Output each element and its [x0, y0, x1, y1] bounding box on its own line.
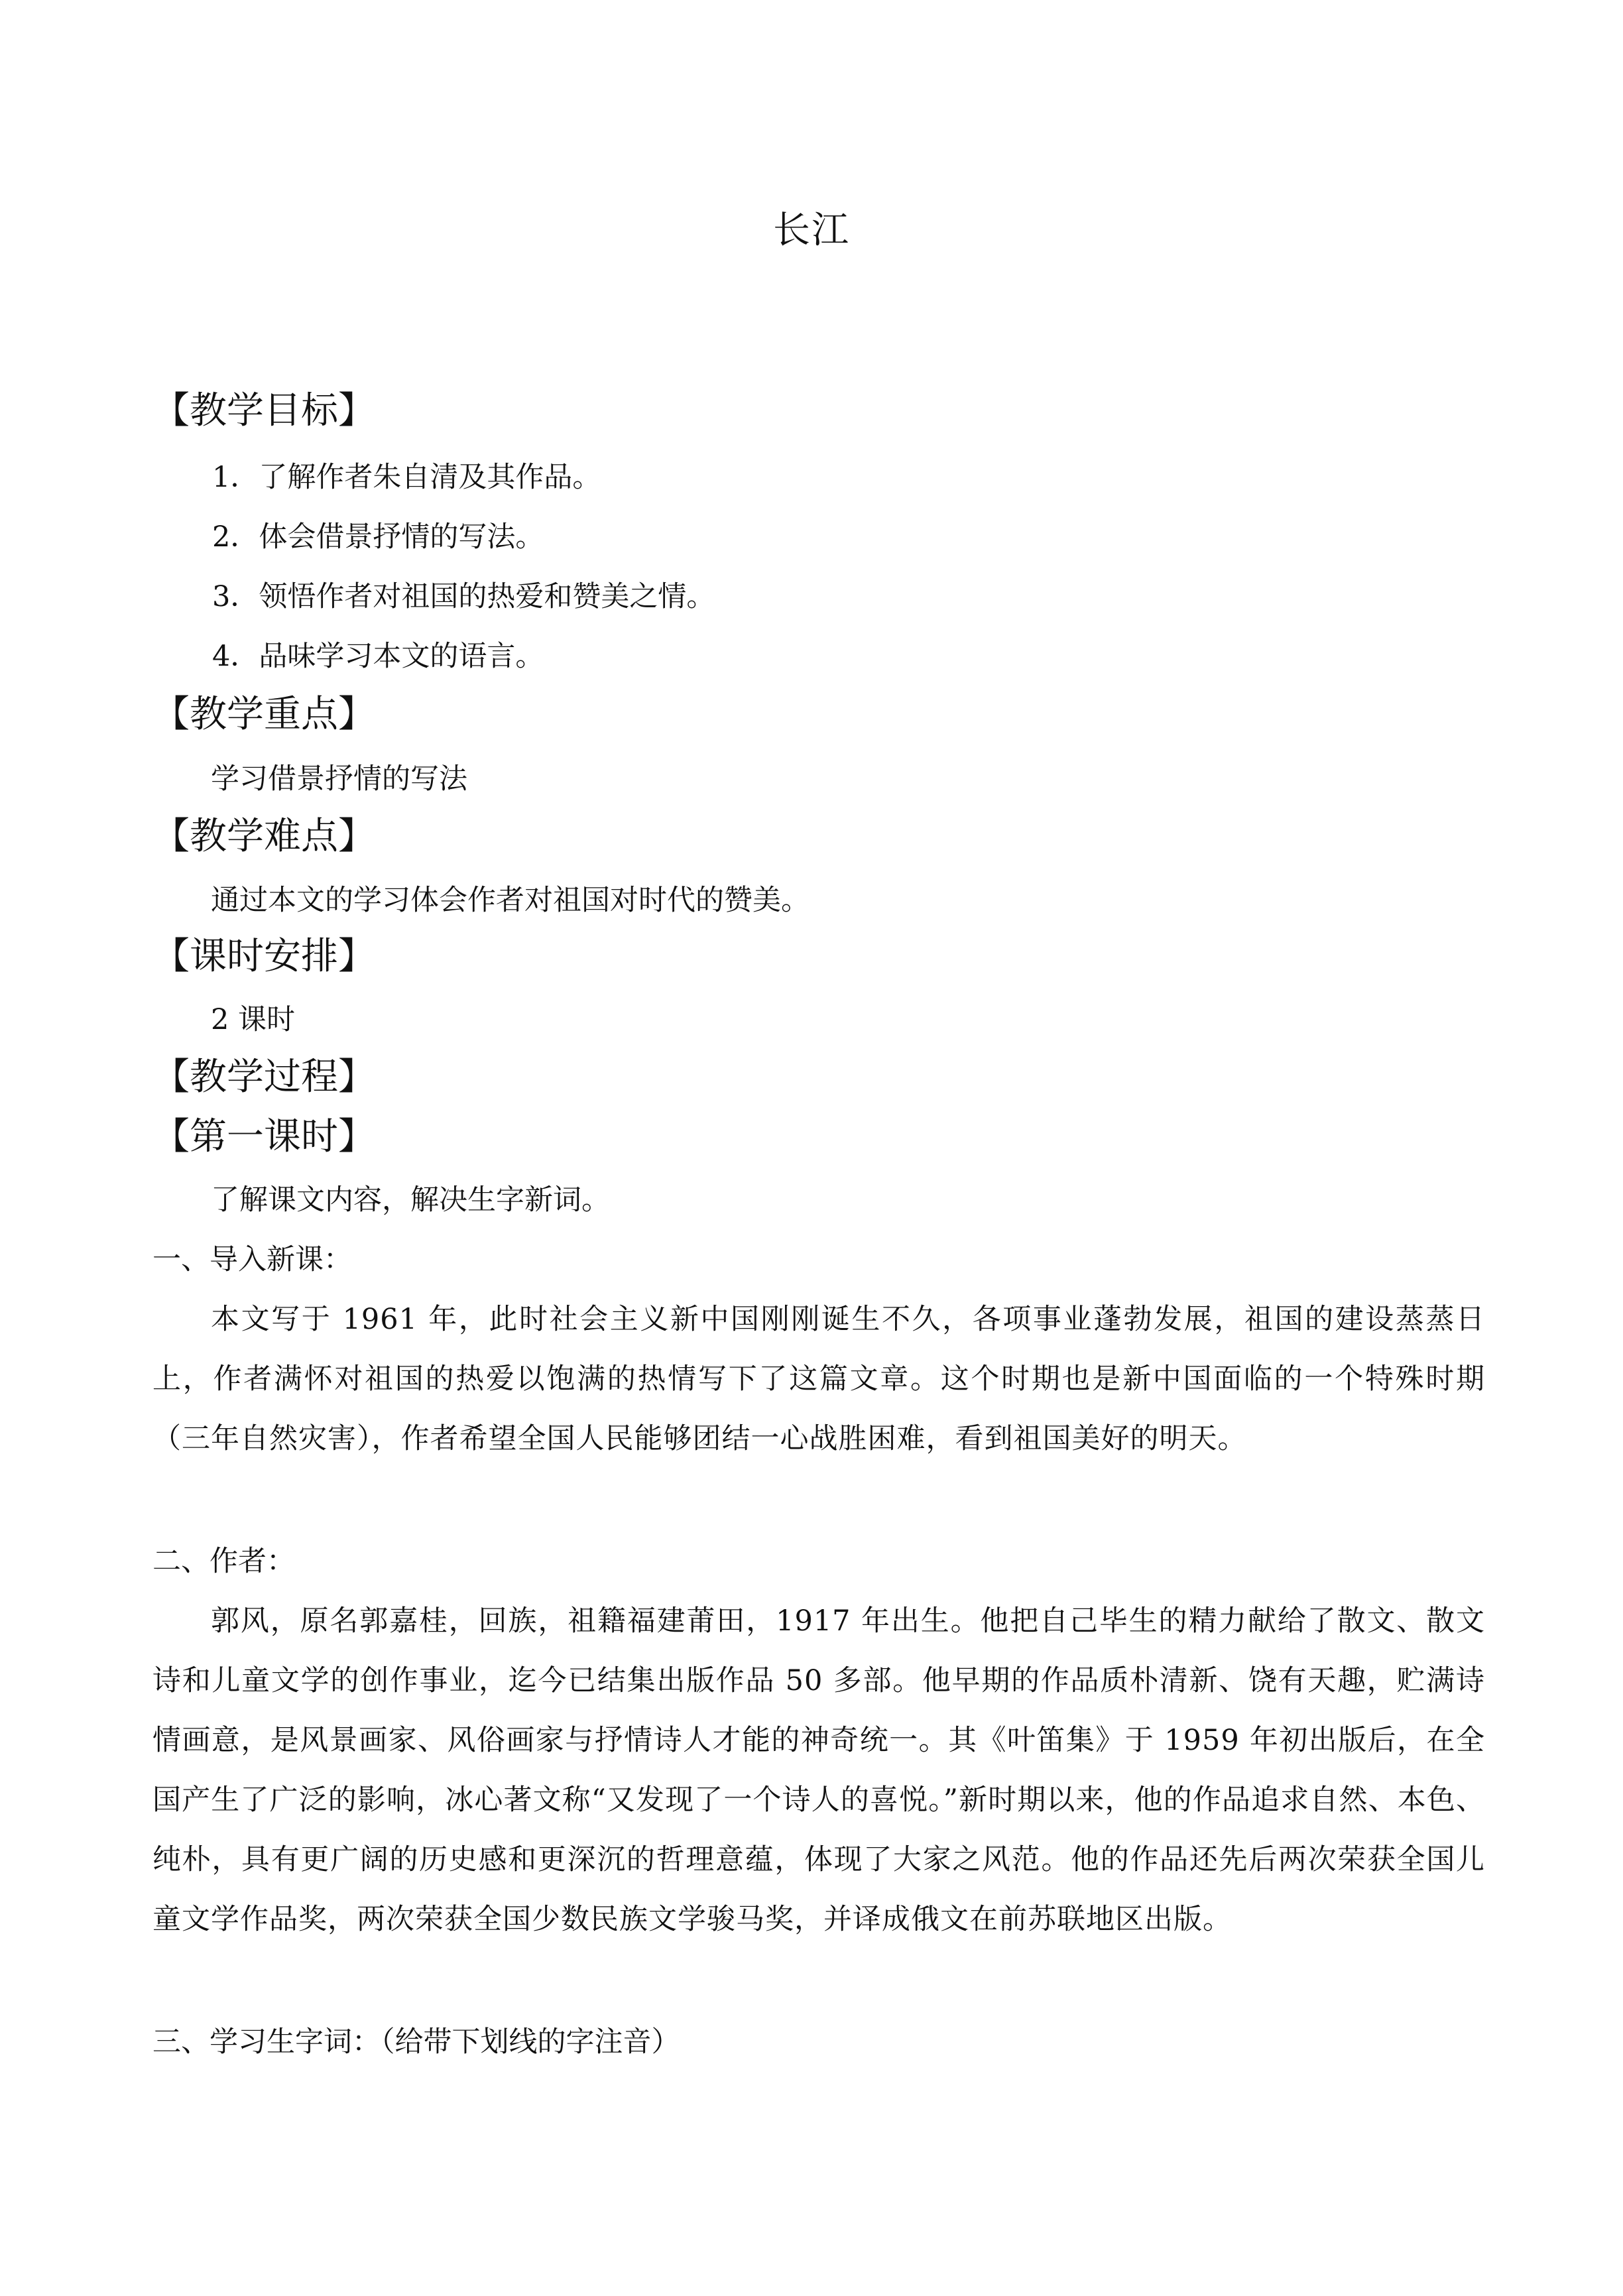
- schedule-heading: 【课时安排】: [152, 935, 375, 978]
- process-heading: 【教学过程】: [152, 1056, 375, 1099]
- difficulty-text: 通过本文的学习体会作者对祖国对时代的赞美。: [211, 884, 810, 917]
- key-points-heading: 【教学重点】: [152, 693, 375, 736]
- part3-heading: 三、学习生字词：（给带下划线的字注音）: [152, 2025, 680, 2059]
- key-points-text: 学习借景抒情的写法: [211, 762, 467, 796]
- lesson1-intro: 了解课文内容，解决生字新词。: [211, 1183, 610, 1217]
- part1-heading: 一、导入新课：: [152, 1243, 352, 1276]
- schedule-text: 2 课时: [211, 1003, 296, 1036]
- goal-item-4: 4．品味学习本文的语言。: [212, 640, 544, 673]
- goal-item-3: 3．领悟作者对祖国的热爱和赞美之情。: [212, 580, 715, 613]
- difficulty-heading: 【教学难点】: [152, 815, 375, 858]
- part2-paragraph: 郭风，原名郭嘉桂，回族，祖籍福建莆田，1917 年出生。他把自己毕生的精力献给了散文、散文诗和儿童文学的创作事业，迄今已结集出版作品 50 多部。他早期的作品质朴清新、饶有天趣，贮满诗情画意，是风景画家、风俗画家与抒情诗人才能的神奇统一。其《叶笛集》于 1959 年初出版后，在全国产生了广泛的影响，冰心著文称“又发现了一个诗人的喜悦。”新时期以来，他的作品追求自然、本色、纯朴，具有更广阔的历史感和更深沉的哲理意蕴，体现了大家之风范。他的作品还先后两次荣获全国儿童文学作品奖，两次荣获全国少数民族文学骏马奖，并译成俄文在前苏联地区出版。: [152, 1604, 1485, 1936]
- goal-item-2: 2．体会借景抒情的写法。: [212, 520, 544, 554]
- goal-item-1: 1．了解作者朱自清及其作品。: [212, 461, 601, 494]
- part1-paragraph: 本文写于 1961 年，此时社会主义新中国刚刚诞生不久，各项事业蓬勃发展，祖国的建设蒸蒸日上，作者满怀对祖国的热爱以饱满的热情写下了这篇文章。这个时期也是新中国面临的一个特殊时期（三年自然灾害），作者希望全国人民能够团结一心战胜困难，看到祖国美好的明天。: [152, 1303, 1485, 1455]
- goals-heading: 【教学目标】: [152, 389, 375, 432]
- page-title: 长江: [773, 209, 850, 252]
- part2-heading: 二、作者：: [152, 1545, 295, 1578]
- lesson1-heading: 【第一课时】: [152, 1115, 375, 1158]
